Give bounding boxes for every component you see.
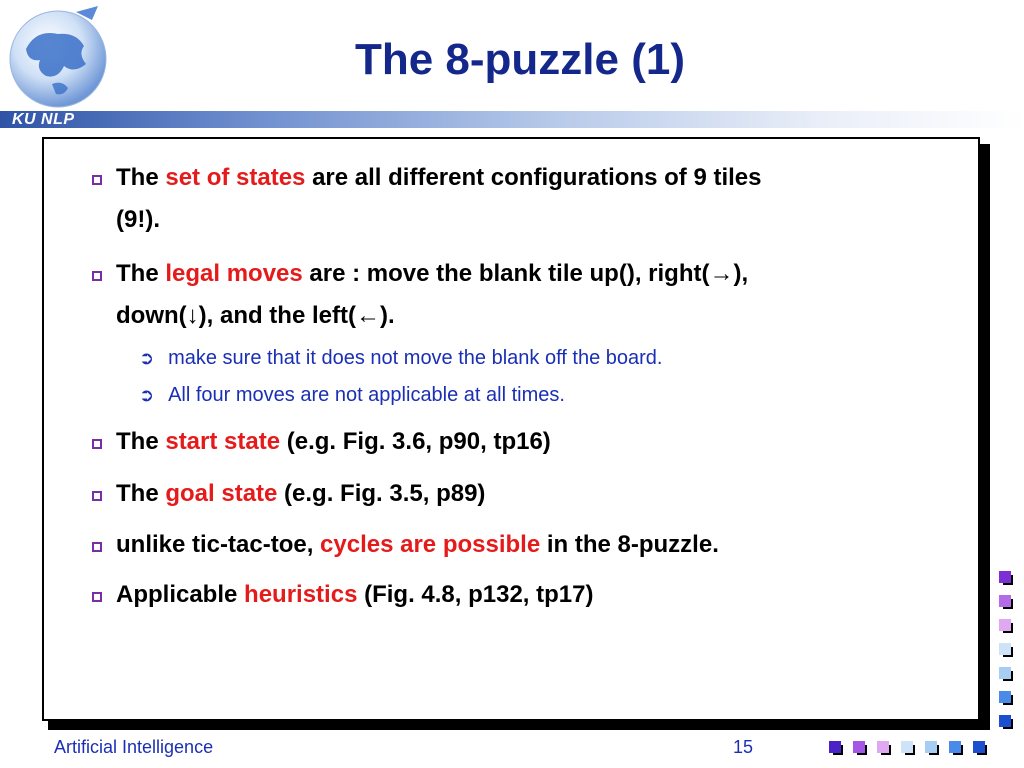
sub-bullet-text: All four moves are not applicable at all times. xyxy=(168,384,565,406)
hollow-square-icon xyxy=(92,271,102,281)
hollow-square-icon xyxy=(92,439,102,449)
sub-bullet-item xyxy=(139,383,565,407)
footer-course: Artificial Intelligence xyxy=(54,737,214,757)
sub-bullet-text: make sure that it does not move the blank off the board. xyxy=(168,347,663,369)
bullet-text: The start state (e.g. Fig. 3.6, p90, tp16) xyxy=(116,428,551,455)
bullet-item xyxy=(92,428,896,463)
slide-title: The 8-puzzle (1) xyxy=(354,35,686,84)
bullet-text: The set of states are all different configurations of 9 tiles (9!). xyxy=(116,164,762,233)
bullet-text: The goal state (e.g. Fig. 3.5, p89) xyxy=(116,480,486,507)
decor-square xyxy=(901,741,913,753)
decor-square xyxy=(999,595,1011,607)
decor-square xyxy=(999,643,1011,655)
hollow-square-icon xyxy=(92,542,102,552)
decor-square xyxy=(999,667,1011,679)
hollow-square-icon xyxy=(92,491,102,501)
bullet-item xyxy=(92,260,896,337)
bullet-item xyxy=(92,531,896,566)
header-band xyxy=(0,111,1024,128)
content-box xyxy=(42,137,980,721)
circle-arrow-icon: ➲ xyxy=(139,348,155,368)
decor-square xyxy=(999,619,1011,631)
decor-square xyxy=(973,741,985,753)
bullet-text: Applicable heuristics (Fig. 4.8, p132, tp17) xyxy=(116,581,594,608)
logo-text: KU NLP xyxy=(12,111,75,128)
bullet-item xyxy=(92,164,896,241)
page-number: 15 xyxy=(733,737,754,757)
bullet-text: unlike tic-tac-toe, cycles are possible in the 8-puzzle. xyxy=(116,531,719,558)
sub-bullet-item xyxy=(139,346,662,370)
decor-square xyxy=(999,691,1011,703)
hollow-square-icon xyxy=(92,175,102,185)
decor-square xyxy=(999,571,1011,583)
decor-square xyxy=(999,715,1011,727)
hollow-square-icon xyxy=(92,592,102,602)
bullet-item xyxy=(92,581,896,616)
circle-arrow-icon: ➲ xyxy=(139,385,155,405)
bullet-item xyxy=(92,480,896,515)
decor-square xyxy=(877,741,889,753)
decor-square xyxy=(949,741,961,753)
decor-square xyxy=(829,741,841,753)
bullet-text: The legal moves are : move the blank tile up(), right(→), down(↓), and the left(←). xyxy=(116,260,749,329)
decor-square xyxy=(853,741,865,753)
decor-square xyxy=(925,741,937,753)
